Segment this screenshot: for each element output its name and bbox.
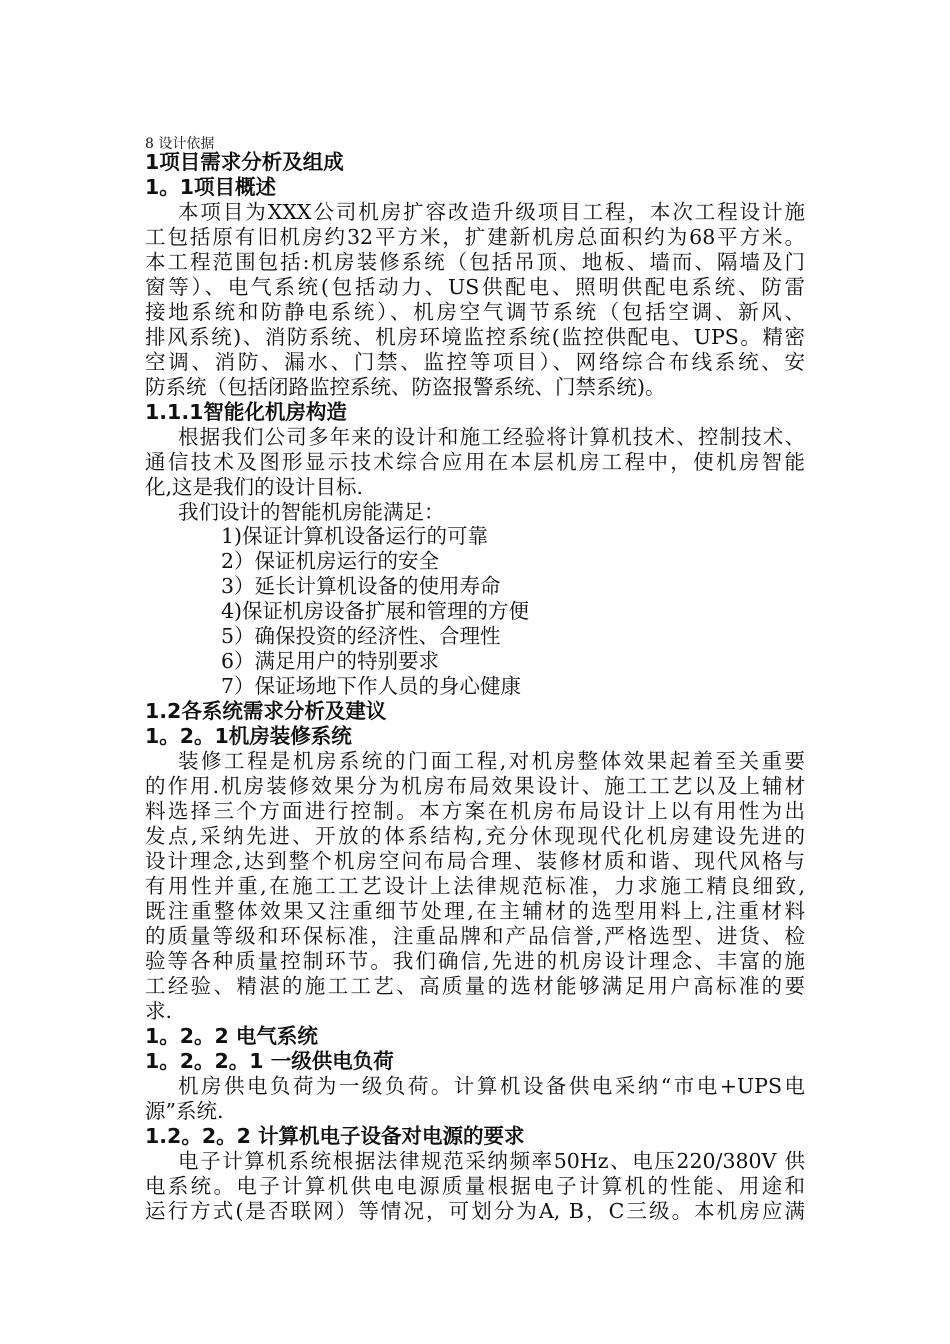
paragraph-line: 我们设计的智能机房能满足： (178, 500, 445, 524)
paragraph-line: 窗等）、电气系统(包括动力、US供配电、照明供配电系统、防雷 (145, 275, 805, 299)
paragraph-line: 运行方式(是否联网）等情况，可划分为A, B，C三级。本机房应满 (145, 1199, 805, 1223)
paragraph-line: 电子计算机系统根据法律规范采纳频率50Hz、电压220/380V 供 (178, 1149, 805, 1173)
paragraph-line: 求. (145, 999, 173, 1023)
list-item: 3）延长计算机设备的使用寿命 (221, 574, 501, 598)
paragraph-line: 工包括原有旧机房约32平方米，扩建新机房总面积约为68平方米。 (145, 225, 805, 249)
paragraph-line: 空调、消防、漏水、门禁、监控等项目）、网络综合布线系统、安 (145, 350, 805, 374)
paragraph-line: 装修工程是机房系统的门面工程,对机房整体效果起着至关重要 (178, 749, 805, 773)
page-header-text: 8 设计依据 (145, 136, 215, 152)
section-heading: 1.2各系统需求分析及建议 (145, 699, 387, 723)
list-item: 2）保证机房运行的安全 (221, 549, 440, 573)
paragraph-line: 通信技术及图形显示技术综合应用在本层机房工程中，使机房智能 (145, 450, 805, 474)
paragraph-line: 有用性并重,在施工工艺设计上法律规范标准，力求施工精良细致, (145, 874, 805, 898)
section-heading: 1.1.1智能化机房构造 (145, 400, 347, 424)
paragraph-line: 排风系统)、消防系统、机房环境监控系统(监控供配电、UPS。精密 (145, 325, 805, 349)
paragraph-line: 设计理念,达到整个机房空问布局合理、装修材质和谐、现代风格与 (145, 849, 805, 873)
list-item: 7）保证场地下作人员的身心健康 (221, 674, 522, 698)
paragraph-line: 根据我们公司多年来的设计和施工经验将计算机技术、控制技术、 (178, 425, 805, 449)
paragraph-line: 的作用.机房装修效果分为机房布局效果设计、施工工艺以及上辅材 (145, 774, 805, 798)
paragraph-line: 既注重整体效果又注重细节处理,在主辅材的选型用料上,注重材料 (145, 899, 805, 923)
list-item: 6）满足用户的特别要求 (221, 649, 440, 673)
paragraph-line: 的质量等级和环保标准，注重品牌和产品信誉,严格选型、进货、检 (145, 924, 805, 948)
paragraph-line: 发点,采纳先进、开放的体系结构,充分休现现代化机房建设先进的 (145, 824, 805, 848)
paragraph-line: 验等各种质量控制环节。我们确信,先进的机房设计理念、丰富的施 (145, 949, 805, 973)
paragraph-line: 本项目为XXX公司机房扩容改造升级项目工程，本次工程设计施 (178, 200, 805, 224)
paragraph-line: 工经验、精湛的施工工艺、高质量的选材能够满足用户高标准的要 (145, 974, 805, 998)
paragraph-line: 接地系统和防静电系统）、机房空气调节系统（包括空调、新风、 (145, 300, 805, 324)
paragraph-line: 源”系统. (145, 1099, 224, 1123)
list-item: 4)保证机房设备扩展和管理的方便 (221, 599, 530, 623)
paragraph-line: 料选择三个方面进行控制。本方案在机房布局设计上以有用性为出 (145, 799, 805, 823)
paragraph-line: 本工程范围包括:机房装修系统（包括吊顶、地板、墙而、隔墙及门 (145, 250, 805, 274)
paragraph-line: 机房供电负荷为一级负荷。计算机设备供电采纳“市电+UPS电 (178, 1074, 805, 1098)
section-heading: 1项目需求分析及组成 (145, 150, 344, 174)
section-heading: 1。2。2。1 一级供电负荷 (145, 1049, 394, 1073)
section-heading: 1。1项目概述 (145, 175, 277, 199)
paragraph-line: 化,这是我们的设计目标. (145, 475, 364, 499)
section-heading: 1.2。2。2 计算机电子设备对电源的要求 (145, 1124, 525, 1148)
paragraph-line: 防系统（包括闭路监控系统、防盗报警系统、门禁系统)。 (145, 375, 666, 399)
list-item: 1)保证计算机设备运行的可靠 (221, 524, 489, 548)
list-item: 5）确保投资的经济性、合理性 (221, 624, 501, 648)
paragraph-line: 电系统。电子计算机供电电源质量根据电子计算机的性能、用途和 (145, 1174, 805, 1198)
section-heading: 1。2。2 电气系统 (145, 1024, 318, 1048)
section-heading: 1。2。1机房装修系统 (145, 724, 352, 748)
